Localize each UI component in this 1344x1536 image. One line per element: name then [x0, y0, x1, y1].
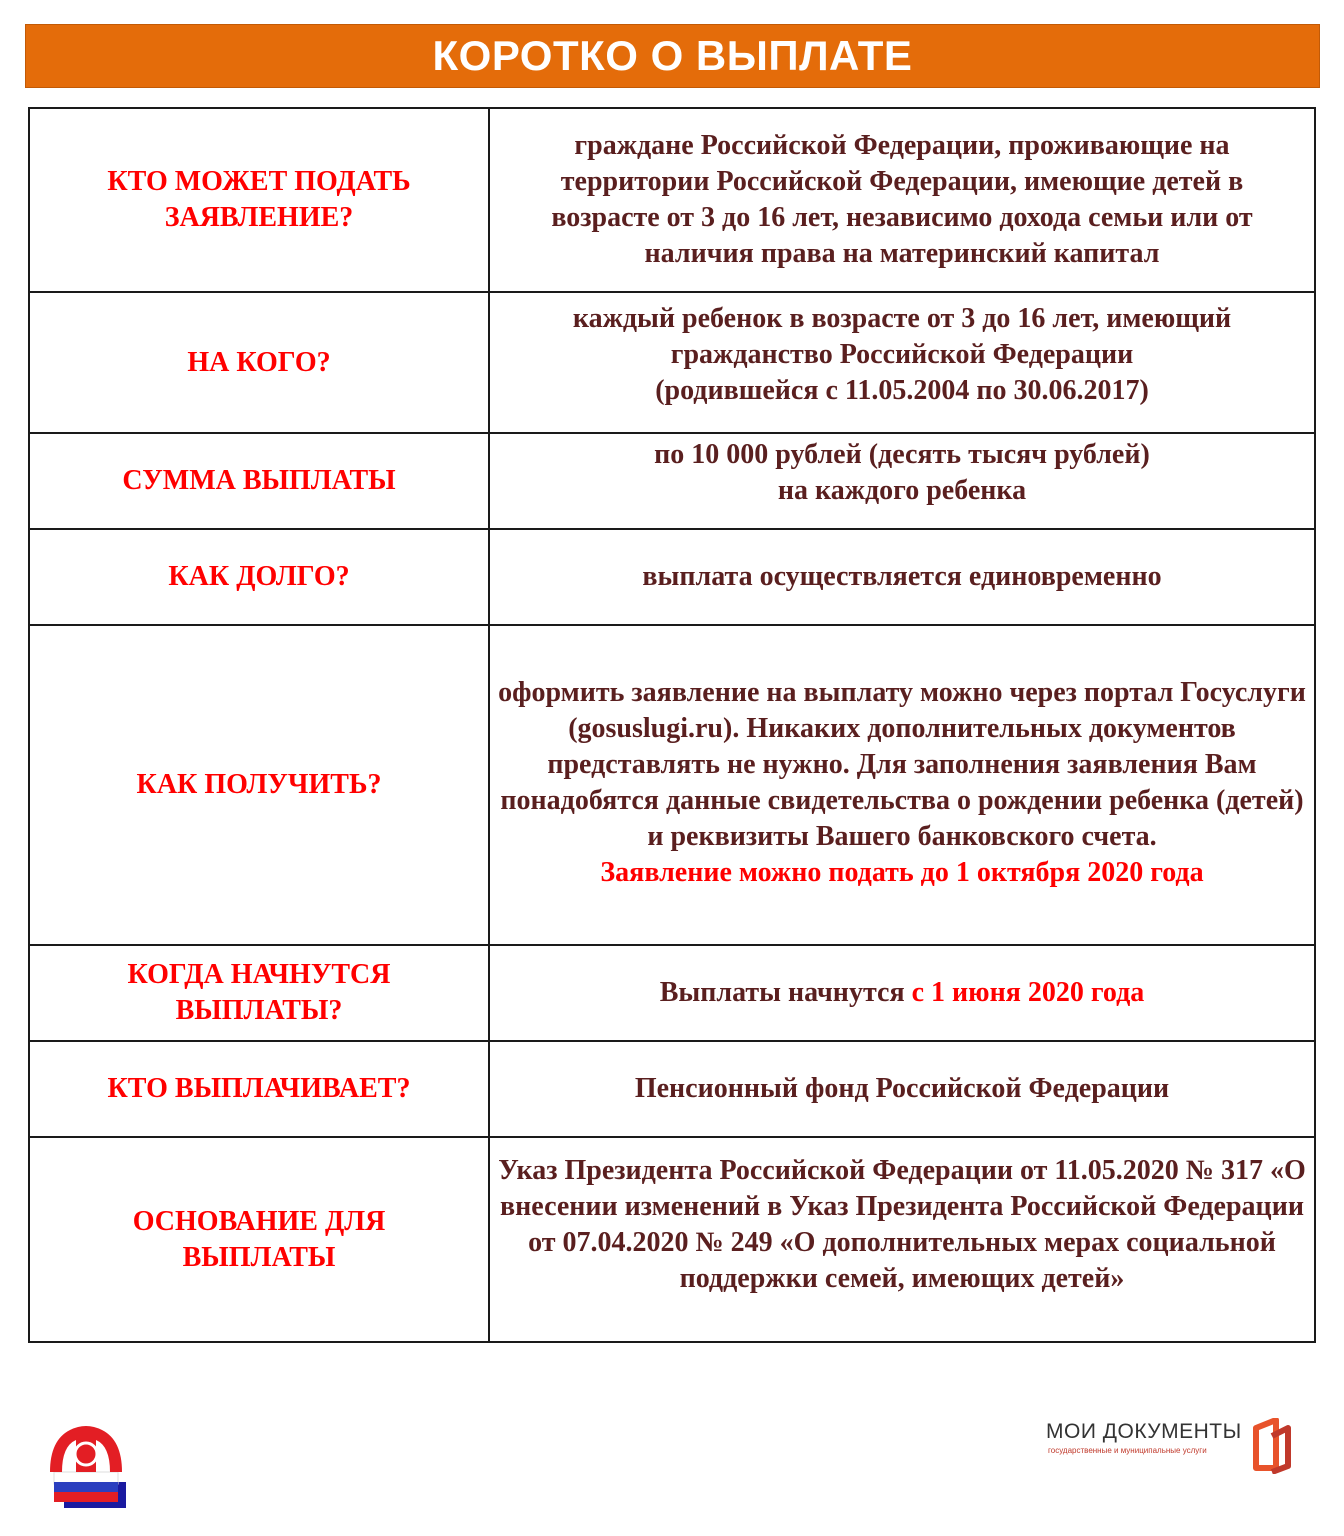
question-cell: КАК ДОЛГО? — [29, 529, 489, 625]
table-row — [29, 625, 1315, 945]
answer-text: Выплаты начнутся — [659, 977, 905, 1008]
table-row — [29, 1041, 1315, 1137]
answer-deadline: Заявление можно подать до 1 октября 2020 года — [600, 857, 1204, 888]
answer-text: оформить заявление на выплату можно через портал Госуслуги (gosuslugi.ru). Никаких дополнительных документов представлять не нужно. Для заполнения заявления Вам понадобятся данные свидетельства о рождении ребенка (детей) и реквизиты Вашего банковского счета. — [498, 677, 1306, 852]
mfc-name: МОИ ДОКУМЕНТЫ — [1046, 1420, 1242, 1443]
question-cell: НА КОГО? — [29, 292, 489, 433]
question-cell: КОГДА НАЧНУТСЯ ВЫПЛАТЫ? — [29, 945, 489, 1041]
answer-cell: Пенсионный фонд Российской Федерации — [489, 1041, 1315, 1137]
question-cell: КАК ПОЛУЧИТЬ? — [29, 625, 489, 945]
mfc-subtitle: государственные и муниципальные услуги — [1048, 1446, 1207, 1455]
question-cell: ОСНОВАНИЕ ДЛЯ ВЫПЛАТЫ — [29, 1137, 489, 1342]
question-cell: КТО МОЖЕТ ПОДАТЬ ЗАЯВЛЕНИЕ? — [29, 108, 489, 292]
page-title: КОРОТКО О ВЫПЛАТЕ — [432, 32, 913, 79]
answer-note: (родившейся с 11.05.2004 по 30.06.2017) — [655, 374, 1149, 406]
table-row — [29, 1137, 1315, 1342]
table-row — [29, 292, 1315, 433]
table-row — [29, 945, 1315, 1041]
answer-note: на каждого ребенка — [777, 475, 1027, 506]
answer-cell — [489, 433, 1315, 529]
answer-cell: выплата осуществляется единовременно — [489, 529, 1315, 625]
question-cell: КТО ВЫПЛАЧИВАЕТ? — [29, 1041, 489, 1137]
table-row — [29, 433, 1315, 529]
table-row — [29, 108, 1315, 292]
answer-cell: граждане Российской Федерации, проживающие на территории Российской Федерации, имеющие детей в возрасте от 3 до 16 лет, независимо дохода семьи или от наличия права на материнский капитал — [489, 108, 1315, 292]
answer-cell — [489, 292, 1315, 433]
mfc-logo-icon — [1250, 1418, 1294, 1474]
question-cell: СУММА ВЫПЛАТЫ — [29, 433, 489, 529]
answer-start-date: с 1 июня 2020 года — [911, 977, 1145, 1008]
info-table — [28, 107, 1316, 1343]
mfc-logo — [1042, 1418, 1292, 1476]
answer-cell: Указ Президента Российской Федерации от 11.05.2020 № 317 «О внесении изменений в Указ Президента Российской Федерации от 07.04.2020 № 249 «О дополнительных мерах социальной поддержки семей, имеющих детей» — [489, 1137, 1315, 1342]
header-banner — [25, 24, 1320, 88]
table-row — [29, 529, 1315, 625]
pfr-logo-icon — [44, 1424, 128, 1510]
answer-text: по 10 000 рублей (десять тысяч рублей) — [654, 439, 1150, 470]
answer-cell — [489, 625, 1315, 945]
answer-cell — [489, 945, 1315, 1041]
answer-text: каждый ребенок в возрасте от 3 до 16 лет, имеющий гражданство Российской Федерации — [572, 302, 1232, 370]
